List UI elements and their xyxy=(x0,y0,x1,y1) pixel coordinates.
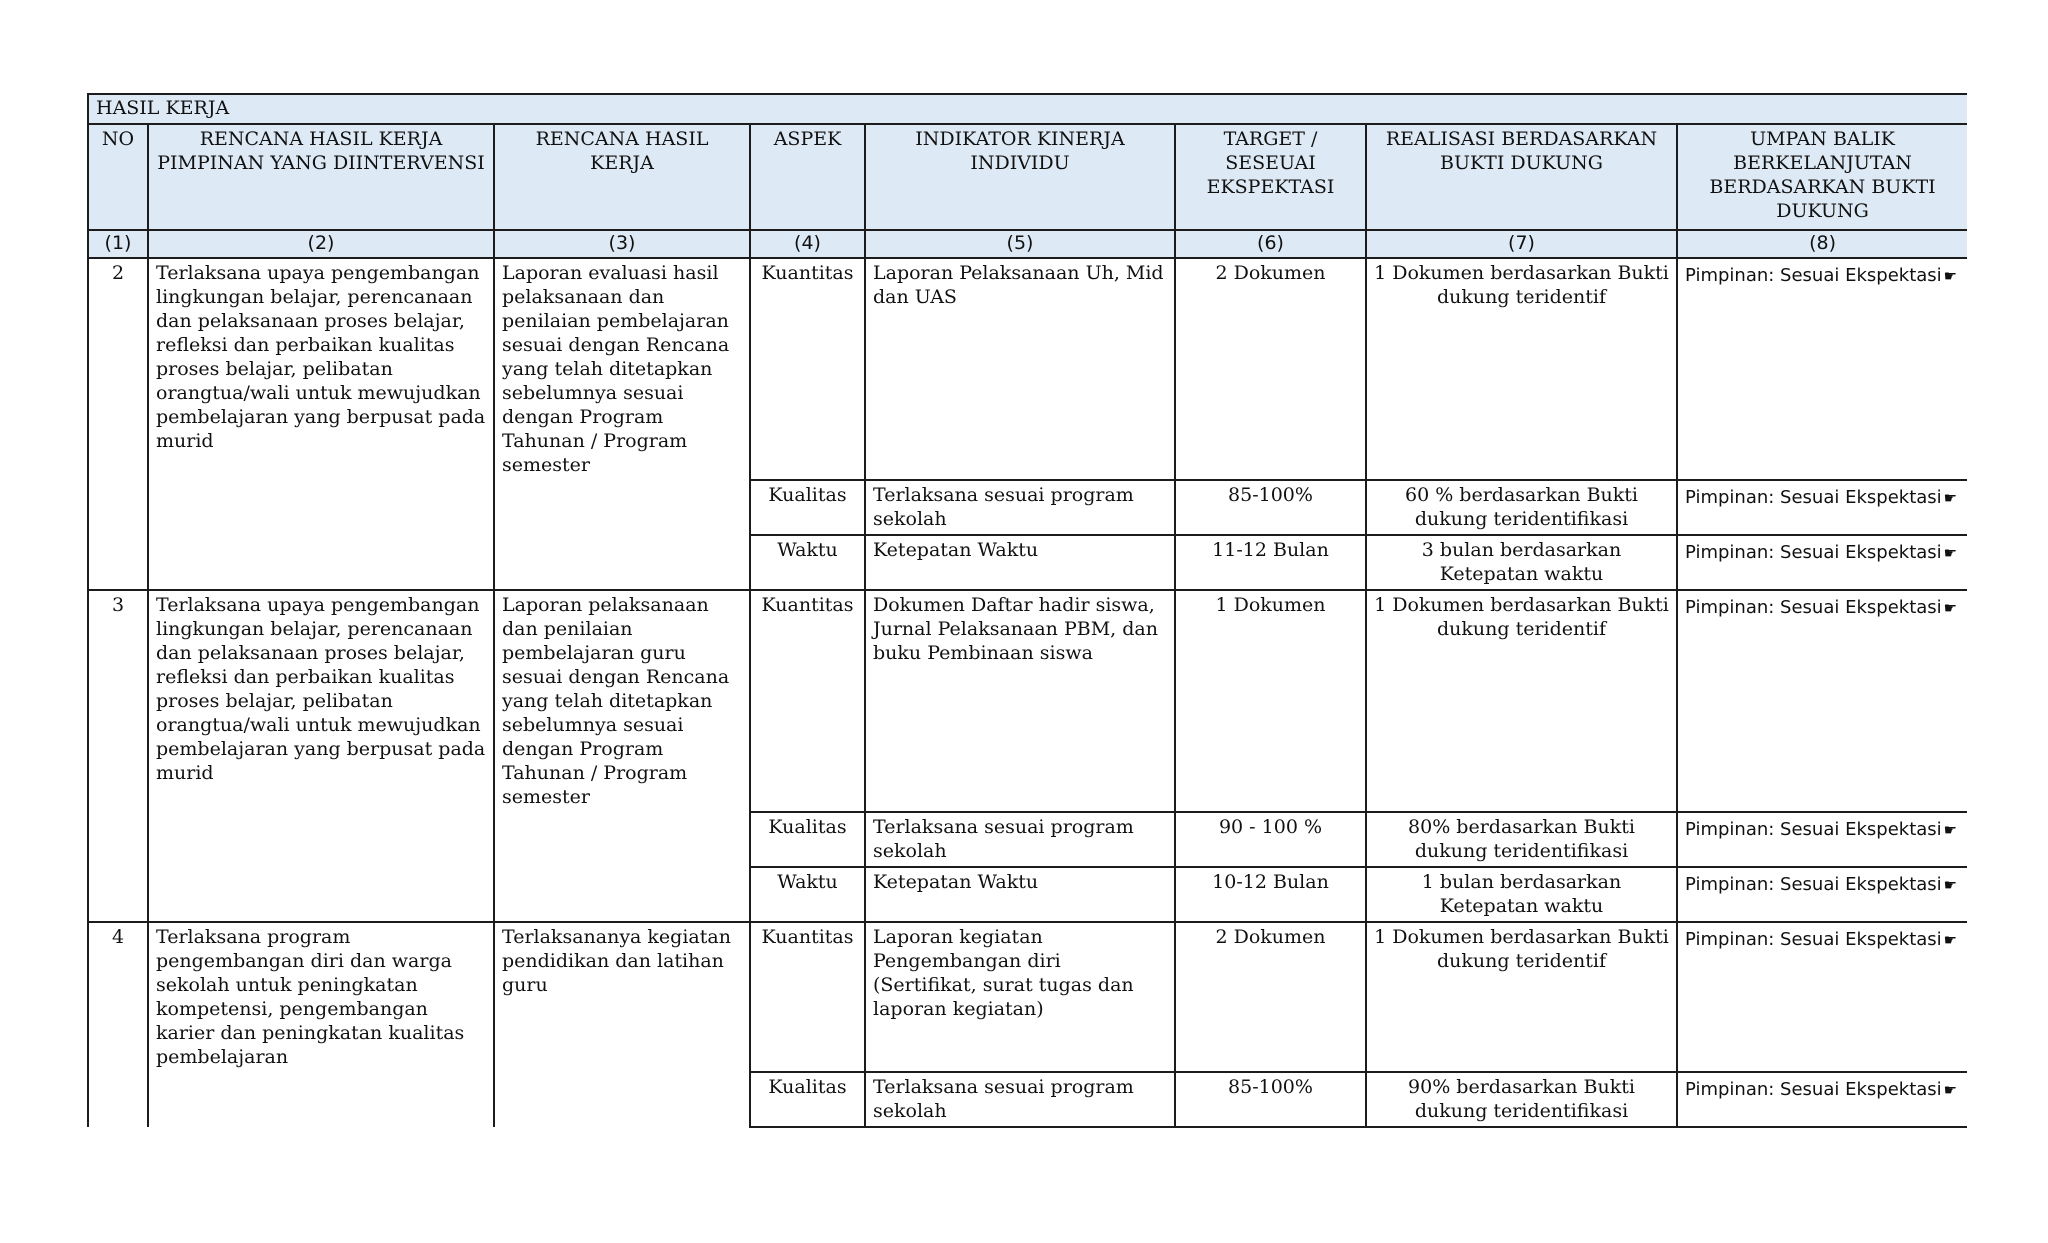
indikator-cell: Terlaksana sesuai program sekolah xyxy=(865,812,1175,867)
realisasi-cell: 1 Dokumen berdasarkan Bukti dukung teridentif xyxy=(1366,258,1677,480)
header-realisasi: REALISASI BERDASARKAN BUKTI DUKUNG xyxy=(1366,124,1677,230)
rencana-hasil-cell: Laporan evaluasi hasil pelaksanaan dan penilaian pembelajaran sesuai dengan Rencana yang telah ditetapkan sebelumnya sesuai dengan Program Tahunan / Program semester xyxy=(494,258,750,590)
aspek-cell: Kualitas xyxy=(750,1072,865,1127)
rencana-hasil-cell: Terlaksananya kegiatan pendidikan dan latihan guru xyxy=(494,922,750,1127)
column-number: (6) xyxy=(1175,230,1366,258)
rencana-pimpinan-cell: Terlaksana upaya pengembangan lingkungan belajar, perencanaan dan pelaksanaan proses belajar, refleksi dan perbaikan kualitas proses belajar, pelibatan orangtua/wali untuk mewujudkan pembelajaran yang berpusat pada murid xyxy=(148,258,494,590)
aspek-cell: Kuantitas xyxy=(750,258,865,480)
target-cell: 2 Dokumen xyxy=(1175,258,1366,480)
table-row xyxy=(88,590,1967,812)
header-target: TARGET / SESEUAI EKSPEKTASI xyxy=(1175,124,1366,230)
pointing-hand-icon: ☛ xyxy=(1943,489,1958,507)
realisasi-cell: 3 bulan berdasarkan Ketepatan waktu xyxy=(1366,535,1677,590)
pointing-hand-icon: ☛ xyxy=(1943,267,1958,285)
table-title: HASIL KERJA xyxy=(88,94,1967,124)
aspek-cell: Kualitas xyxy=(750,480,865,535)
indikator-cell: Ketepatan Waktu xyxy=(865,867,1175,922)
aspek-cell: Waktu xyxy=(750,535,865,590)
umpan-balik-cell xyxy=(1677,867,1967,922)
column-number: (1) xyxy=(88,230,148,258)
indikator-cell: Laporan Pelaksanaan Uh, Mid dan UAS xyxy=(865,258,1175,480)
column-number: (8) xyxy=(1677,230,1967,258)
document-page xyxy=(87,93,1967,1143)
pointing-hand-icon: ☛ xyxy=(1943,1081,1958,1099)
rencana-pimpinan-cell: Terlaksana program pengembangan diri dan warga sekolah untuk peningkatan kompetensi, pengembangan karier dan peningkatan kualitas pembelajaran xyxy=(148,922,494,1127)
column-number: (7) xyxy=(1366,230,1677,258)
header-rencana-hasil: RENCANA HASIL KERJA xyxy=(494,124,750,230)
realisasi-cell: 1 Dokumen berdasarkan Bukti dukung teridentif xyxy=(1366,590,1677,812)
realisasi-cell: 90% berdasarkan Bukti dukung teridentifikasi xyxy=(1366,1072,1677,1127)
target-cell: 10-12 Bulan xyxy=(1175,867,1366,922)
table-row xyxy=(88,258,1967,480)
column-number: (4) xyxy=(750,230,865,258)
column-number: (2) xyxy=(148,230,494,258)
column-number-row xyxy=(88,230,1967,258)
aspek-cell: Waktu xyxy=(750,867,865,922)
umpan-balik-text: Pimpinan: Sesuai Ekspektasi xyxy=(1685,929,1942,950)
rencana-hasil-cell: Laporan pelaksanaan dan penilaian pembelajaran guru sesuai dengan Rencana yang telah ditetapkan sebelumnya sesuai dengan Program Tahunan / Program semester xyxy=(494,590,750,922)
header-aspek: ASPEK xyxy=(750,124,865,230)
umpan-balik-text: Pimpinan: Sesuai Ekspektasi xyxy=(1685,597,1942,618)
indikator-cell: Dokumen Daftar hadir siswa, Jurnal Pelaksanaan PBM, dan buku Pembinaan siswa xyxy=(865,590,1175,812)
umpan-balik-text: Pimpinan: Sesuai Ekspektasi xyxy=(1685,265,1942,286)
rencana-pimpinan-cell: Terlaksana upaya pengembangan lingkungan belajar, perencanaan dan pelaksanaan proses belajar, refleksi dan perbaikan kualitas proses belajar, pelibatan orangtua/wali untuk mewujudkan pembelajaran yang berpusat pada murid xyxy=(148,590,494,922)
header-umpan-balik: UMPAN BALIK BERKELANJUTAN BERDASARKAN BUKTI DUKUNG xyxy=(1677,124,1967,230)
aspek-cell: Kuantitas xyxy=(750,922,865,1072)
pointing-hand-icon: ☛ xyxy=(1943,876,1958,894)
pointing-hand-icon: ☛ xyxy=(1943,599,1958,617)
row-number: 3 xyxy=(88,590,148,922)
column-number: (3) xyxy=(494,230,750,258)
realisasi-cell: 60 % berdasarkan Bukti dukung teridentifikasi xyxy=(1366,480,1677,535)
indikator-cell: Laporan kegiatan Pengembangan diri (Sertifikat, surat tugas dan laporan kegiatan) xyxy=(865,922,1175,1072)
table-row xyxy=(88,922,1967,1072)
umpan-balik-cell xyxy=(1677,590,1967,812)
indikator-cell: Terlaksana sesuai program sekolah xyxy=(865,480,1175,535)
realisasi-cell: 1 Dokumen berdasarkan Bukti dukung teridentif xyxy=(1366,922,1677,1072)
umpan-balik-text: Pimpinan: Sesuai Ekspektasi xyxy=(1685,487,1942,508)
column-number: (5) xyxy=(865,230,1175,258)
umpan-balik-text: Pimpinan: Sesuai Ekspektasi xyxy=(1685,874,1942,895)
indikator-cell: Ketepatan Waktu xyxy=(865,535,1175,590)
target-cell: 85-100% xyxy=(1175,1072,1366,1127)
pointing-hand-icon: ☛ xyxy=(1943,544,1958,562)
umpan-balik-cell xyxy=(1677,812,1967,867)
aspek-cell: Kuantitas xyxy=(750,590,865,812)
target-cell: 1 Dokumen xyxy=(1175,590,1366,812)
umpan-balik-text: Pimpinan: Sesuai Ekspektasi xyxy=(1685,1079,1942,1100)
table-header-row xyxy=(88,124,1967,230)
header-indikator: INDIKATOR KINERJA INDIVIDU xyxy=(865,124,1175,230)
realisasi-cell: 1 bulan berdasarkan Ketepatan waktu xyxy=(1366,867,1677,922)
table-title-row xyxy=(88,94,1967,124)
target-cell: 85-100% xyxy=(1175,480,1366,535)
umpan-balik-cell xyxy=(1677,258,1967,480)
pointing-hand-icon: ☛ xyxy=(1943,821,1958,839)
aspek-cell: Kualitas xyxy=(750,812,865,867)
indikator-cell: Terlaksana sesuai program sekolah xyxy=(865,1072,1175,1127)
target-cell: 11-12 Bulan xyxy=(1175,535,1366,590)
row-number: 4 xyxy=(88,922,148,1127)
umpan-balik-cell xyxy=(1677,922,1967,1072)
header-no: NO xyxy=(88,124,148,230)
target-cell: 2 Dokumen xyxy=(1175,922,1366,1072)
umpan-balik-cell xyxy=(1677,535,1967,590)
umpan-balik-cell xyxy=(1677,1072,1967,1127)
umpan-balik-cell xyxy=(1677,480,1967,535)
realisasi-cell: 80% berdasarkan Bukti dukung teridentifikasi xyxy=(1366,812,1677,867)
umpan-balik-text: Pimpinan: Sesuai Ekspektasi xyxy=(1685,819,1942,840)
pointing-hand-icon: ☛ xyxy=(1943,931,1958,949)
hasil-kerja-table xyxy=(87,93,1967,1128)
umpan-balik-text: Pimpinan: Sesuai Ekspektasi xyxy=(1685,542,1942,563)
row-number: 2 xyxy=(88,258,148,590)
header-rencana-pimpinan: RENCANA HASIL KERJA PIMPINAN YANG DIINTERVENSI xyxy=(148,124,494,230)
target-cell: 90 - 100 % xyxy=(1175,812,1366,867)
